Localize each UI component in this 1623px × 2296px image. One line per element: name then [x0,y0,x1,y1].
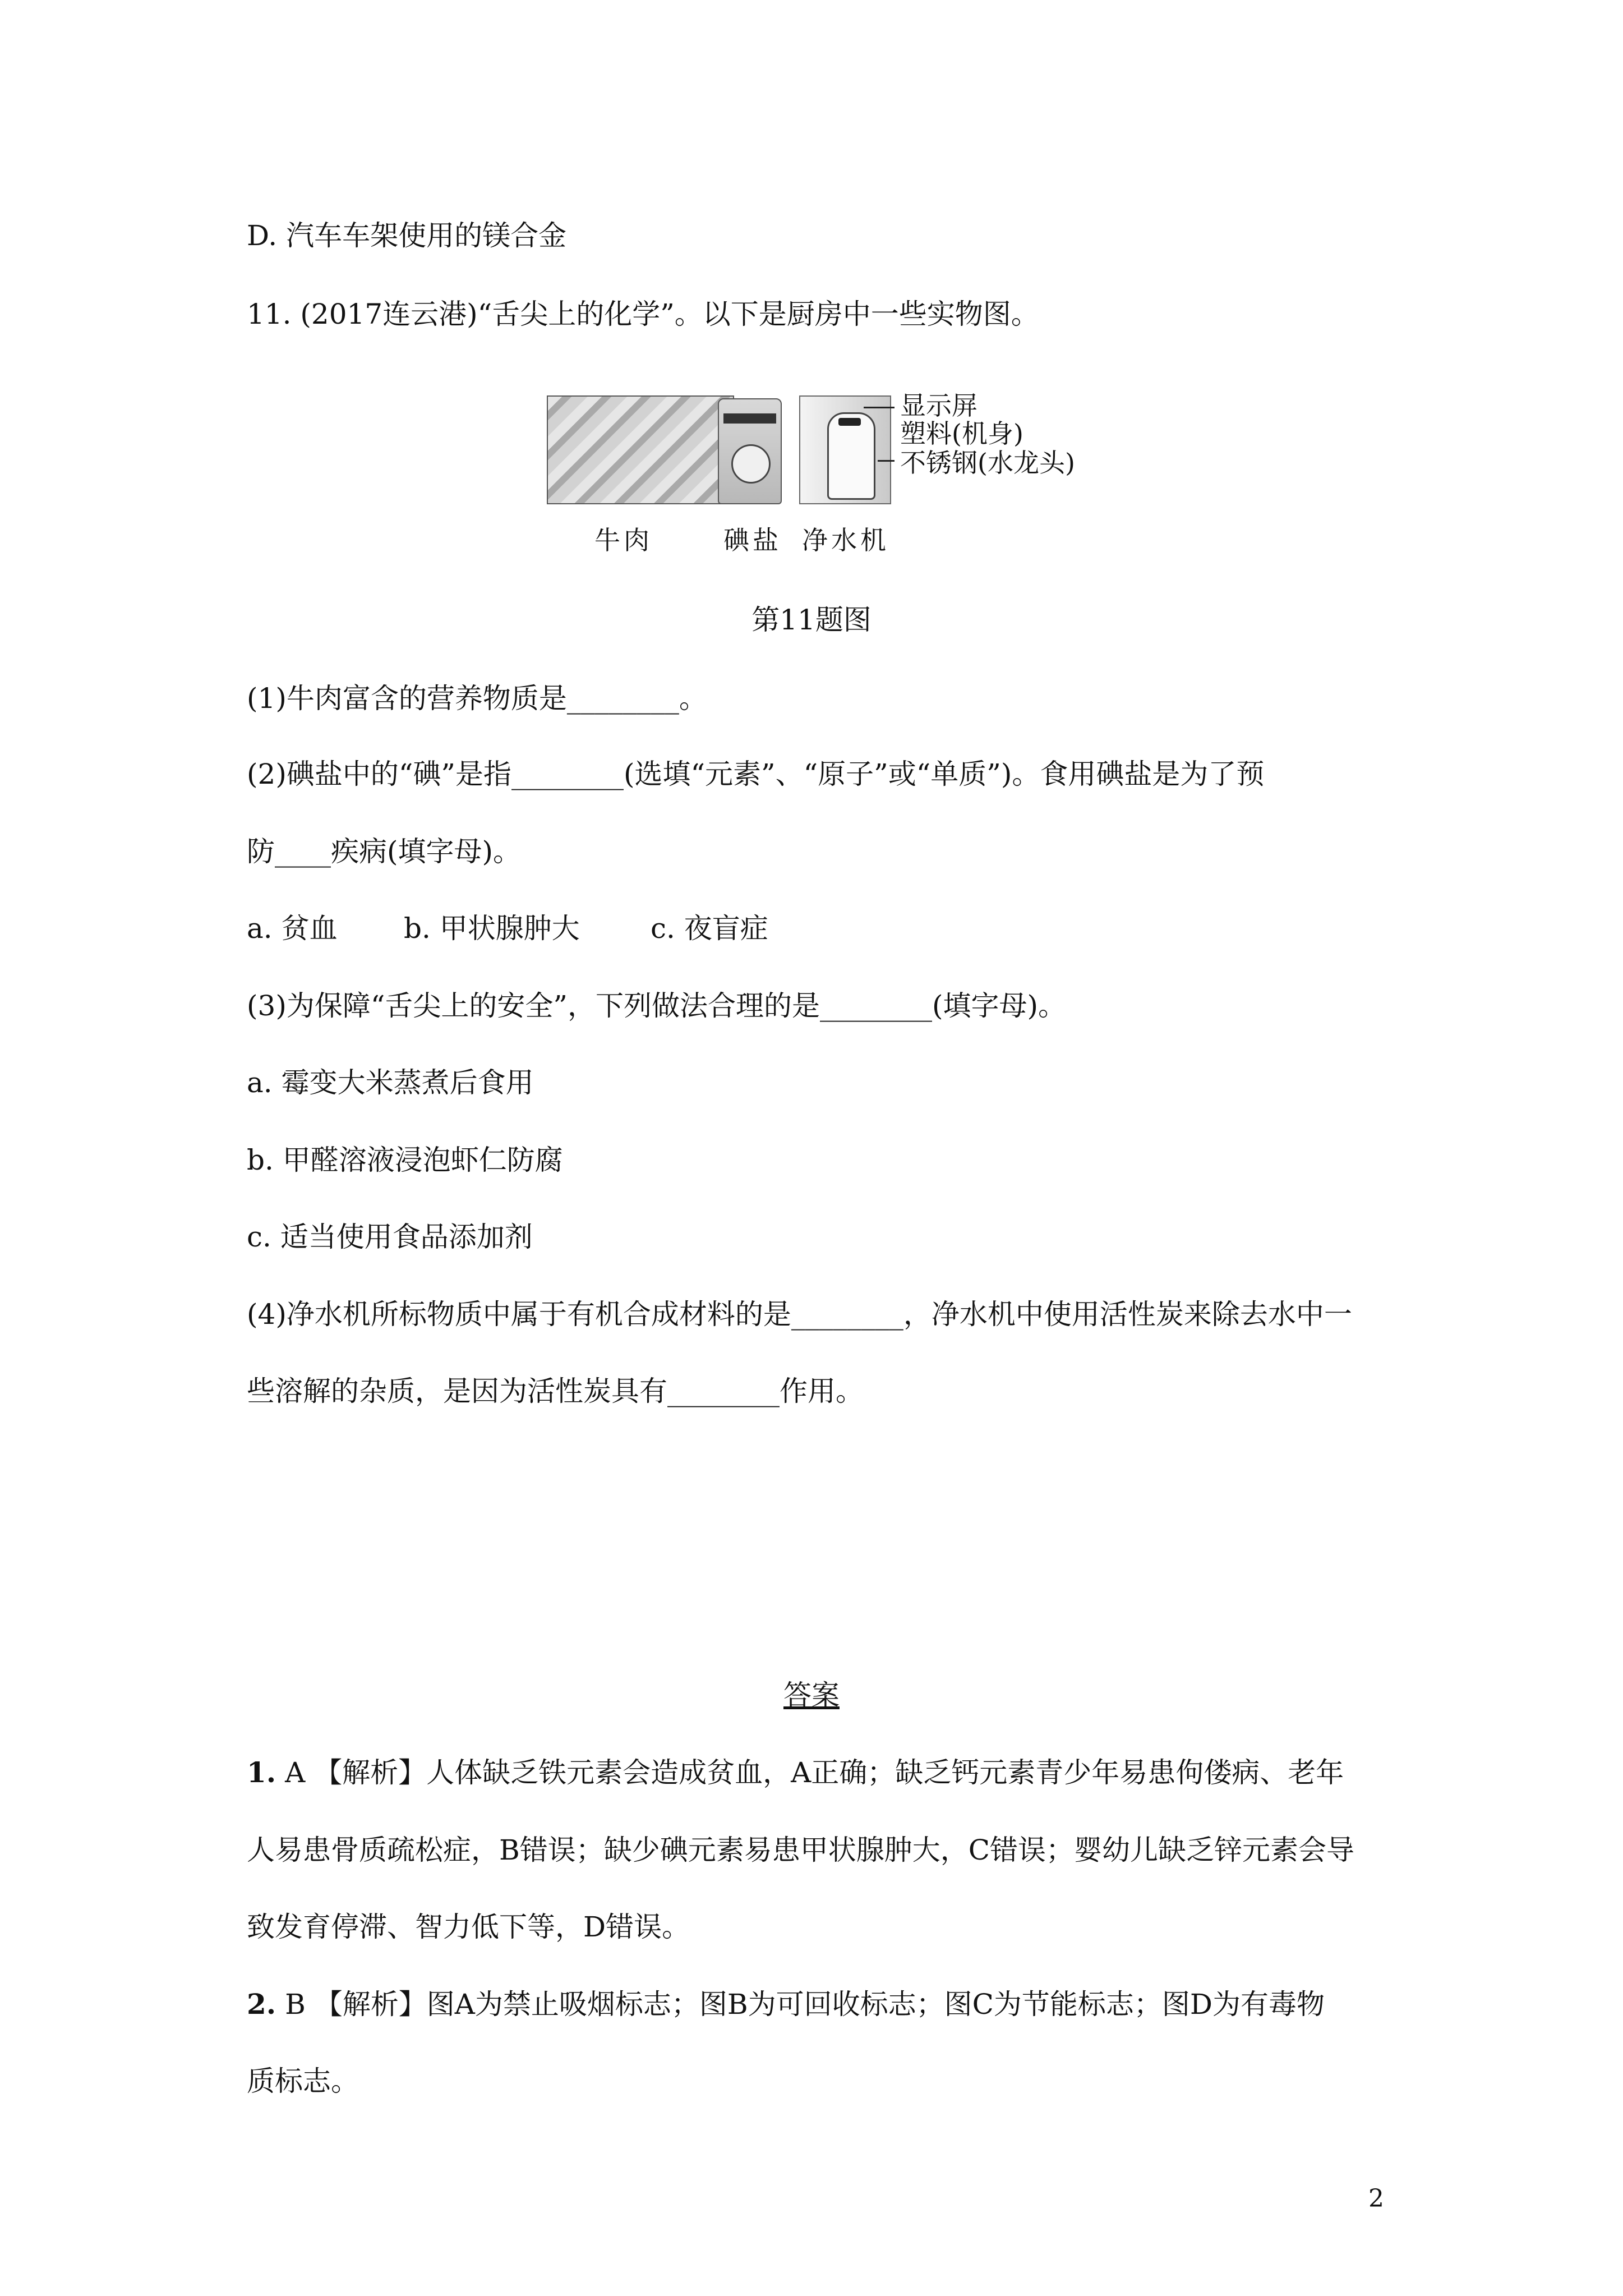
kitchen-items-figure [547,390,1085,564]
leader-line-faucet [878,460,895,462]
answer-1-text: A 【解析】人体缺乏铁元素会造成贫血，A正确；缺乏钙元素青少年易患佝偻病、老年 [285,1756,1344,1789]
answers-heading: 答案 [783,1679,840,1711]
answer-1-number: 1. [247,1756,276,1789]
answer-1-line-2: 人易患骨质疏松症，B错误；缺少碘元素易患甲状腺肿大，C错误；婴幼儿缺乏锌元素会导 [247,1834,1354,1866]
label-iodized-salt: 碘盐 [723,525,782,555]
figure-caption: 第11题图 [751,604,872,636]
part-3-option-b: b. 甲醛溶液浸泡虾仁防腐 [247,1144,563,1176]
question-11-part-2-line-2: 防____疾病(填字母)。 [247,835,522,868]
part-2-option-b: b. 甲状腺肿大 [404,912,580,945]
answer-2-line-2: 质标志。 [247,2065,359,2097]
callout-screen: 显示屏 [900,390,978,421]
question-11-part-1: (1)牛肉富含的营养物质是________。 [247,682,707,715]
purifier-screen [838,418,861,426]
question-11-part-4-line-2: 些溶解的杂质，是因为活性炭具有________作用。 [247,1375,864,1407]
beef-photo [547,395,734,504]
part-2-option-a: a. 贫血 [247,912,338,945]
answer-2-number: 2. [247,1987,276,2021]
question-11-part-3: (3)为保障“舌尖上的安全”，下列做法合理的是________(填字母)。 [247,990,1066,1022]
answer-1-line-3: 致发育停滞、智力低下等，D错误。 [247,1911,690,1943]
part-3-option-a: a. 霉变大米蒸煮后食用 [247,1066,534,1099]
page-number: 2 [1368,2184,1384,2213]
question-11-part-4-line-1: (4)净水机所标物质中属于有机合成材料的是________，净水机中使用活性炭来除去水中一 [247,1298,1352,1331]
question-11-part-2-line-1: (2)碘盐中的“碘”是指________(选填“元素”、“原子”或“单质”)。食用碘盐是为了预 [247,758,1265,790]
answer-2-line-1 [247,1987,1325,2021]
part-3-option-c: c. 适当使用食品添加剂 [247,1221,533,1253]
answer-2-text: B 【解析】图A为禁止吸烟标志；图B为可回收标志；图C为节能标志；图D为有毒物 [285,1988,1325,2021]
option-d-text: D. 汽车车架使用的镁合金 [247,219,567,252]
iodized-salt-photo [718,398,782,504]
question-11-stem: 11. (2017连云港)“舌尖上的化学”。以下是厨房中一些实物图。 [247,298,1039,330]
label-water-purifier: 净水机 [802,525,889,555]
callout-stainless-faucet: 不锈钢(水龙头) [900,448,1075,478]
part-2-option-c: c. 夜盲症 [651,912,768,945]
leader-line-screen [864,407,895,408]
answer-1-line-1 [247,1756,1344,1789]
callout-plastic-body: 塑料(机身) [900,418,1023,449]
label-beef: 牛肉 [594,525,653,555]
